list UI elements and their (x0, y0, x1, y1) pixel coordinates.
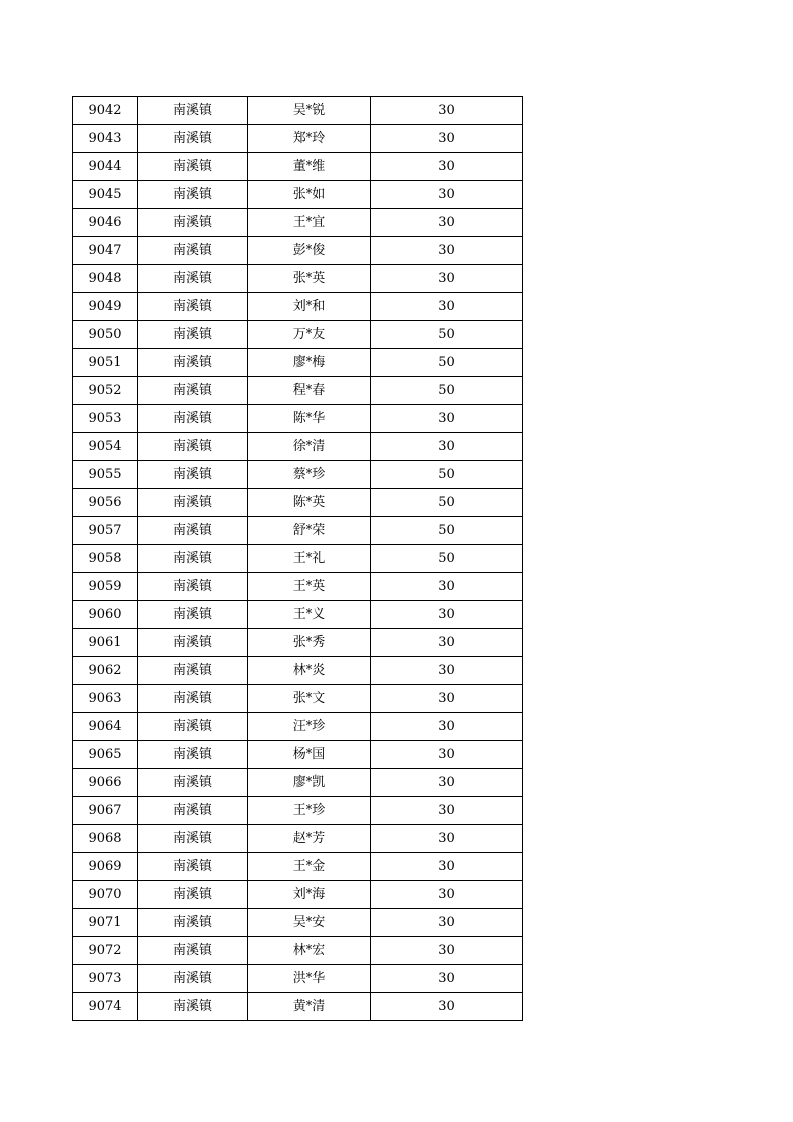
town-cell: 南溪镇 (138, 965, 248, 993)
name-cell: 廖*梅 (248, 349, 371, 377)
town-cell: 南溪镇 (138, 937, 248, 965)
name-cell: 赵*芳 (248, 825, 371, 853)
row-number-cell: 9053 (73, 405, 138, 433)
name-cell: 刘*和 (248, 293, 371, 321)
row-number-cell: 9066 (73, 769, 138, 797)
amount-cell: 30 (371, 433, 523, 461)
row-number-cell: 9050 (73, 321, 138, 349)
town-cell: 南溪镇 (138, 797, 248, 825)
town-cell: 南溪镇 (138, 349, 248, 377)
town-cell: 南溪镇 (138, 321, 248, 349)
name-cell: 彭*俊 (248, 237, 371, 265)
row-number-cell: 9073 (73, 965, 138, 993)
town-cell: 南溪镇 (138, 517, 248, 545)
name-cell: 刘*海 (248, 881, 371, 909)
town-cell: 南溪镇 (138, 489, 248, 517)
name-cell: 徐*清 (248, 433, 371, 461)
row-number-cell: 9044 (73, 153, 138, 181)
row-number-cell: 9052 (73, 377, 138, 405)
town-cell: 南溪镇 (138, 601, 248, 629)
amount-cell: 30 (371, 769, 523, 797)
town-cell: 南溪镇 (138, 769, 248, 797)
amount-cell: 50 (371, 377, 523, 405)
amount-cell: 30 (371, 209, 523, 237)
amount-cell: 30 (371, 825, 523, 853)
table-row (73, 797, 523, 825)
town-cell: 南溪镇 (138, 545, 248, 573)
row-number-cell: 9045 (73, 181, 138, 209)
name-cell: 王*义 (248, 601, 371, 629)
table-row (73, 601, 523, 629)
table-row (73, 321, 523, 349)
town-cell: 南溪镇 (138, 153, 248, 181)
name-cell: 林*宏 (248, 937, 371, 965)
name-cell: 王*珍 (248, 797, 371, 825)
amount-cell: 50 (371, 489, 523, 517)
town-cell: 南溪镇 (138, 237, 248, 265)
row-number-cell: 9074 (73, 993, 138, 1021)
name-cell: 黄*清 (248, 993, 371, 1021)
name-cell: 洪*华 (248, 965, 371, 993)
name-cell: 吴*安 (248, 909, 371, 937)
table-row (73, 349, 523, 377)
amount-cell: 30 (371, 853, 523, 881)
table-row (73, 713, 523, 741)
table-row (73, 741, 523, 769)
row-number-cell: 9061 (73, 629, 138, 657)
amount-cell: 30 (371, 293, 523, 321)
town-cell: 南溪镇 (138, 433, 248, 461)
data-table (72, 96, 523, 1021)
amount-cell: 30 (371, 881, 523, 909)
row-number-cell: 9048 (73, 265, 138, 293)
table-row (73, 181, 523, 209)
name-cell: 汪*珍 (248, 713, 371, 741)
amount-cell: 50 (371, 461, 523, 489)
town-cell: 南溪镇 (138, 993, 248, 1021)
row-number-cell: 9068 (73, 825, 138, 853)
name-cell: 王*礼 (248, 545, 371, 573)
town-cell: 南溪镇 (138, 209, 248, 237)
amount-cell: 30 (371, 573, 523, 601)
amount-cell: 50 (371, 517, 523, 545)
name-cell: 王*宜 (248, 209, 371, 237)
table-row (73, 209, 523, 237)
row-number-cell: 9063 (73, 685, 138, 713)
row-number-cell: 9064 (73, 713, 138, 741)
row-number-cell: 9070 (73, 881, 138, 909)
town-cell: 南溪镇 (138, 881, 248, 909)
amount-cell: 30 (371, 97, 523, 125)
table-row (73, 433, 523, 461)
row-number-cell: 9056 (73, 489, 138, 517)
amount-cell: 30 (371, 741, 523, 769)
row-number-cell: 9072 (73, 937, 138, 965)
town-cell: 南溪镇 (138, 461, 248, 489)
table-row (73, 629, 523, 657)
amount-cell: 30 (371, 657, 523, 685)
name-cell: 张*秀 (248, 629, 371, 657)
table-row (73, 769, 523, 797)
town-cell: 南溪镇 (138, 713, 248, 741)
table-body (73, 97, 523, 1021)
amount-cell: 30 (371, 405, 523, 433)
row-number-cell: 9047 (73, 237, 138, 265)
table-row (73, 657, 523, 685)
table-row (73, 489, 523, 517)
row-number-cell: 9065 (73, 741, 138, 769)
town-cell: 南溪镇 (138, 293, 248, 321)
name-cell: 董*维 (248, 153, 371, 181)
table-row (73, 265, 523, 293)
row-number-cell: 9042 (73, 97, 138, 125)
name-cell: 万*友 (248, 321, 371, 349)
name-cell: 杨*国 (248, 741, 371, 769)
town-cell: 南溪镇 (138, 125, 248, 153)
name-cell: 廖*凯 (248, 769, 371, 797)
table-row (73, 545, 523, 573)
town-cell: 南溪镇 (138, 629, 248, 657)
name-cell: 吴*锐 (248, 97, 371, 125)
table-row (73, 685, 523, 713)
amount-cell: 30 (371, 797, 523, 825)
town-cell: 南溪镇 (138, 265, 248, 293)
row-number-cell: 9059 (73, 573, 138, 601)
amount-cell: 30 (371, 685, 523, 713)
town-cell: 南溪镇 (138, 685, 248, 713)
table-row (73, 965, 523, 993)
row-number-cell: 9058 (73, 545, 138, 573)
town-cell: 南溪镇 (138, 825, 248, 853)
amount-cell: 50 (371, 321, 523, 349)
table-row (73, 517, 523, 545)
amount-cell: 30 (371, 237, 523, 265)
table-row (73, 853, 523, 881)
table-row (73, 909, 523, 937)
amount-cell: 30 (371, 153, 523, 181)
row-number-cell: 9043 (73, 125, 138, 153)
row-number-cell: 9069 (73, 853, 138, 881)
row-number-cell: 9049 (73, 293, 138, 321)
table-row (73, 937, 523, 965)
name-cell: 陈*英 (248, 489, 371, 517)
amount-cell: 30 (371, 181, 523, 209)
town-cell: 南溪镇 (138, 909, 248, 937)
row-number-cell: 9051 (73, 349, 138, 377)
amount-cell: 30 (371, 993, 523, 1021)
amount-cell: 30 (371, 629, 523, 657)
amount-cell: 30 (371, 965, 523, 993)
table-row (73, 993, 523, 1021)
town-cell: 南溪镇 (138, 853, 248, 881)
name-cell: 张*如 (248, 181, 371, 209)
table-row (73, 825, 523, 853)
table-row (73, 377, 523, 405)
name-cell: 蔡*珍 (248, 461, 371, 489)
name-cell: 舒*荣 (248, 517, 371, 545)
table-row (73, 293, 523, 321)
amount-cell: 30 (371, 909, 523, 937)
row-number-cell: 9046 (73, 209, 138, 237)
amount-cell: 30 (371, 713, 523, 741)
amount-cell: 30 (371, 265, 523, 293)
town-cell: 南溪镇 (138, 573, 248, 601)
row-number-cell: 9067 (73, 797, 138, 825)
row-number-cell: 9060 (73, 601, 138, 629)
table-row (73, 461, 523, 489)
town-cell: 南溪镇 (138, 657, 248, 685)
town-cell: 南溪镇 (138, 405, 248, 433)
table-row (73, 881, 523, 909)
table-row (73, 573, 523, 601)
town-cell: 南溪镇 (138, 97, 248, 125)
town-cell: 南溪镇 (138, 741, 248, 769)
name-cell: 张*文 (248, 685, 371, 713)
table-row (73, 125, 523, 153)
table-row (73, 405, 523, 433)
town-cell: 南溪镇 (138, 377, 248, 405)
name-cell: 张*英 (248, 265, 371, 293)
name-cell: 王*英 (248, 573, 371, 601)
amount-cell: 50 (371, 349, 523, 377)
name-cell: 郑*玲 (248, 125, 371, 153)
row-number-cell: 9055 (73, 461, 138, 489)
row-number-cell: 9062 (73, 657, 138, 685)
town-cell: 南溪镇 (138, 181, 248, 209)
table-row (73, 97, 523, 125)
amount-cell: 50 (371, 545, 523, 573)
row-number-cell: 9071 (73, 909, 138, 937)
amount-cell: 30 (371, 937, 523, 965)
name-cell: 王*金 (248, 853, 371, 881)
name-cell: 程*春 (248, 377, 371, 405)
amount-cell: 30 (371, 125, 523, 153)
row-number-cell: 9057 (73, 517, 138, 545)
table-row (73, 237, 523, 265)
row-number-cell: 9054 (73, 433, 138, 461)
name-cell: 陈*华 (248, 405, 371, 433)
table-row (73, 153, 523, 181)
name-cell: 林*炎 (248, 657, 371, 685)
amount-cell: 30 (371, 601, 523, 629)
